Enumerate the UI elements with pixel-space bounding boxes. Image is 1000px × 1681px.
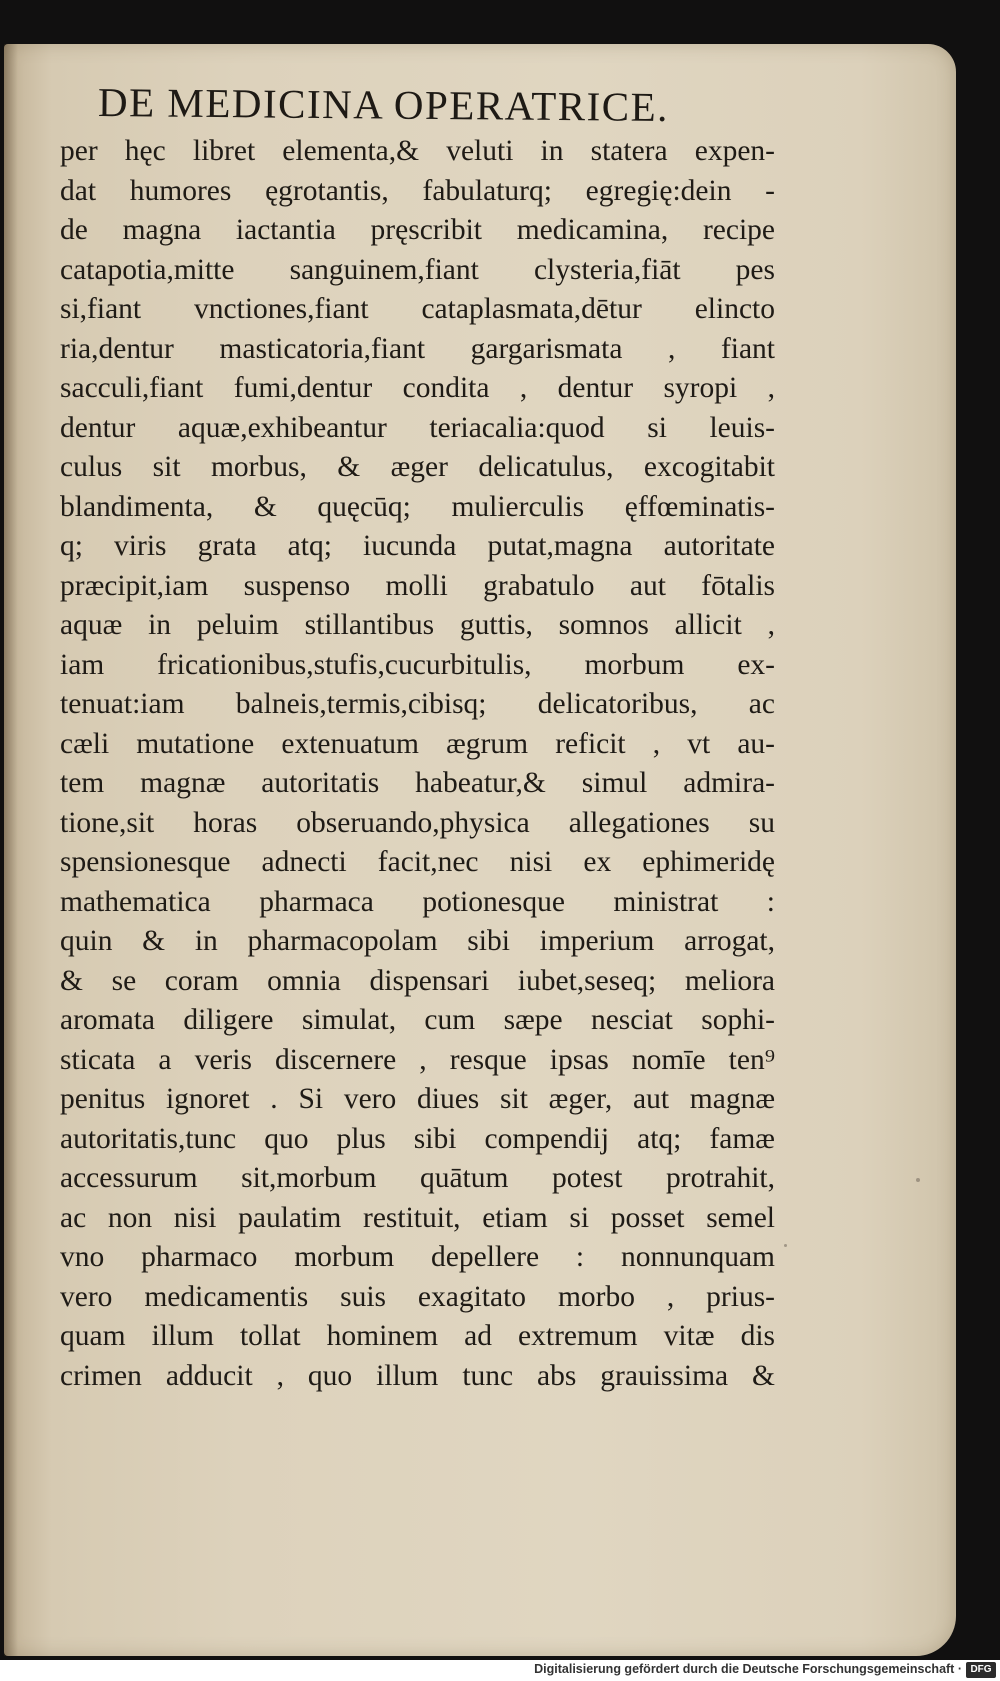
- text-line: q; viris grata atq; iucunda putat,magna autoritate: [60, 530, 775, 562]
- text-line: sticata a veris discernere , resque ipsas nomīe ten⁹: [60, 1043, 775, 1076]
- dfg-logo-icon: DFG: [966, 1662, 996, 1678]
- paper-spot: [916, 1178, 920, 1182]
- text-line: tenuat:iam balneis,termis,cibisq; delicatoribus, ac: [60, 688, 775, 720]
- text-line: blandimenta, & quęcūq; mulierculis ęffœminatis-: [60, 490, 775, 523]
- text-line: sacculi,fiant fumi,dentur condita , dentur syropi ,: [60, 372, 775, 404]
- text-line: si,fiant vnctiones,fiant cataplasmata,dētur elincto: [60, 293, 775, 325]
- text-line: dat humores ęgrotantis, fabulaturq; egregię:dein -: [60, 174, 775, 207]
- text-line: spensionesque adnecti facit,nec nisi ex ephimeridę: [60, 846, 775, 878]
- body-text: [60, 132, 775, 1396]
- text-line: per hęc libret elementa,& veluti in statera expen-: [60, 135, 775, 167]
- text-line: de magna iactantia pręscribit medicamina, recipe: [60, 214, 775, 246]
- text-line: vero medicamentis suis exagitato morbo , prius-: [60, 1280, 775, 1313]
- text-line: tione,sit horas obseruando,physica allegationes su: [60, 806, 775, 839]
- text-line: quin & in pharmacopolam sibi imperium arrogat,: [60, 925, 775, 957]
- text-line: & se coram omnia dispensari iubet,seseq; meliora: [60, 964, 775, 997]
- text-line: crimen adducit , quo illum tunc abs grauissima &: [60, 1359, 775, 1392]
- text-line: iam fricationibus,stufis,cucurbitulis, morbum ex-: [60, 648, 775, 681]
- text-line: dentur aquæ,exhibeantur teriacalia:quod si leuis-: [60, 411, 775, 444]
- text-line: penitus ignoret . Si vero diues sit æger, aut magnæ: [60, 1083, 775, 1115]
- footer-bar: [0, 1660, 1000, 1681]
- running-head: DE MEDICINA OPERATRICE.: [97, 79, 670, 130]
- text-line: aquæ in peluim stillantibus guttis, somnos allicit ,: [60, 609, 775, 641]
- text-line: cæli mutatione extenuatum ægrum reficit , vt au-: [60, 727, 775, 760]
- text-line: quam illum tollat hominem ad extremum vitæ dis: [60, 1320, 775, 1352]
- funding-credit: Digitalisierung gefördert durch die Deutsche Forschungsgemeinschaft ·: [534, 1662, 962, 1676]
- text-line: accessurum sit,morbum quātum potest protrahit,: [60, 1162, 775, 1194]
- text-line: autoritatis,tunc quo plus sibi compendij atq; famæ: [60, 1122, 775, 1155]
- text-line: culus sit morbus, & æger delicatulus, excogitabit: [60, 451, 775, 483]
- text-line: aromata diligere simulat, cum sæpe nesciat sophi-: [60, 1004, 775, 1036]
- text-line: vno pharmaco morbum depellere : nonnunquam: [60, 1241, 775, 1273]
- text-line: ria,dentur masticatoria,fiant gargarismata , fiant: [60, 332, 775, 365]
- text-line: ac non nisi paulatim restituit, etiam si posset semel: [60, 1201, 775, 1234]
- text-line: tem magnæ autoritatis habeatur,& simul admira-: [60, 767, 775, 799]
- paper-spot: [784, 1244, 787, 1247]
- text-line: mathematica pharmaca potionesque ministrat :: [60, 885, 775, 918]
- text-line: catapotia,mitte sanguinem,fiant clysteria,fiāt pes: [60, 253, 775, 286]
- text-line: præcipit,iam suspenso molli grabatulo aut fōtalis: [60, 569, 775, 602]
